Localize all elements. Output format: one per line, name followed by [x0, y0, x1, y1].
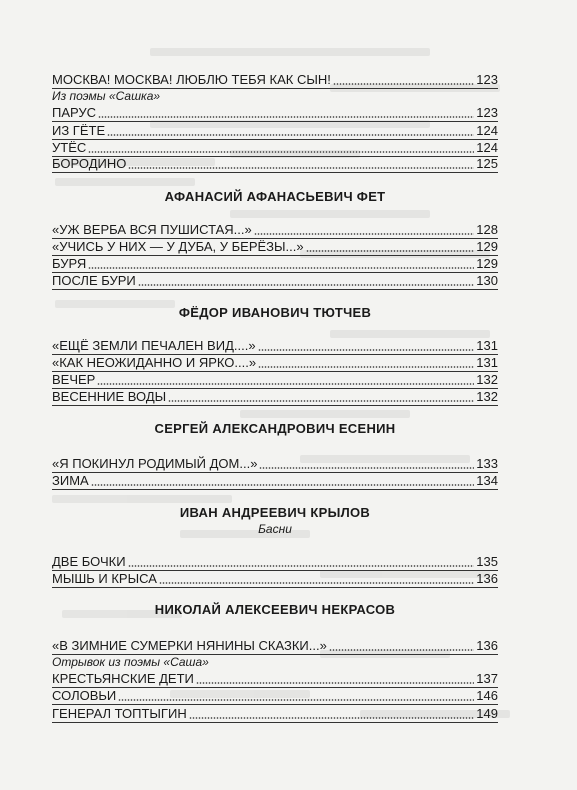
- entry-page: 137: [476, 671, 498, 686]
- dot-leader: [254, 233, 474, 235]
- entry-title: ДВЕ БОЧКИ: [52, 554, 126, 569]
- dot-leader: [168, 400, 474, 402]
- dot-leader: [258, 349, 474, 351]
- entry-title: «ЕЩЁ ЗЕМЛИ ПЕЧАЛЕН ВИД....»: [52, 338, 256, 353]
- entry-title: «УЖ ВЕРБА ВСЯ ПУШИСТАЯ...»: [52, 222, 252, 237]
- toc-entry[interactable]: [52, 71, 498, 89]
- entry-title: УТЁС: [52, 140, 87, 155]
- entry-page: 135: [476, 554, 498, 569]
- toc-entry[interactable]: [52, 155, 498, 173]
- entry-title: ЗИМА: [52, 473, 89, 488]
- dot-leader: [88, 151, 474, 153]
- entry-page: 131: [476, 338, 498, 353]
- section-subtitle: Басни: [258, 522, 292, 536]
- entry-title: БУРЯ: [52, 256, 87, 271]
- toc-entry[interactable]: [52, 687, 498, 705]
- entry-title: ПОСЛЕ БУРИ: [52, 273, 136, 288]
- entry-page: 149: [476, 706, 498, 721]
- dot-leader: [91, 484, 474, 486]
- dot-leader: [189, 717, 474, 719]
- entry-title: «КАК НЕОЖИДАННО И ЯРКО....»: [52, 355, 257, 370]
- dot-leader: [118, 699, 474, 701]
- toc-entry[interactable]: [52, 122, 498, 140]
- author-heading: ФЁДОР ИВАНОВИЧ ТЮТЧЕВ: [178, 305, 372, 320]
- entry-page: 134: [476, 473, 498, 488]
- dot-leader: [97, 383, 474, 385]
- dot-leader: [333, 83, 474, 85]
- author-heading: ИВАН АНДРЕЕВИЧ КРЫЛОВ: [179, 505, 371, 520]
- source-note: Из поэмы «Сашка»: [52, 89, 161, 103]
- author-heading: НИКОЛАЙ АЛЕКСЕЕВИЧ НЕКРАСОВ: [154, 602, 396, 617]
- toc-entry[interactable]: [52, 354, 498, 372]
- dot-leader: [258, 366, 474, 368]
- entry-title: «В ЗИМНИЕ СУМЕРКИ НЯНИНЫ СКАЗКИ...»: [52, 638, 327, 653]
- entry-page: 132: [476, 372, 498, 387]
- toc-entry[interactable]: [52, 221, 498, 239]
- entry-title: ГЕНЕРАЛ ТОПТЫГИН: [52, 706, 187, 721]
- entry-title: КРЕСТЬЯНСКИЕ ДЕТИ: [52, 671, 194, 686]
- author-heading: АФАНАСИЙ АФАНАСЬЕВИЧ ФЕТ: [164, 189, 386, 204]
- entry-page: 123: [476, 72, 498, 87]
- dot-leader: [159, 582, 474, 584]
- entry-page: 132: [476, 389, 498, 404]
- toc-entry[interactable]: [52, 371, 498, 389]
- toc-entry[interactable]: [52, 255, 498, 273]
- dot-leader: [128, 167, 474, 169]
- entry-page: 146: [476, 688, 498, 703]
- entry-title: МЫШЬ И КРЫСА: [52, 571, 157, 586]
- entry-title: ВЕЧЕР: [52, 372, 96, 387]
- entry-title: БОРОДИНО: [52, 156, 127, 171]
- toc-entry[interactable]: [52, 238, 498, 256]
- toc-entry[interactable]: [52, 705, 498, 723]
- toc-entry[interactable]: [52, 272, 498, 290]
- entry-page: 128: [476, 222, 498, 237]
- entry-page: 125: [476, 156, 498, 171]
- dot-leader: [88, 267, 474, 269]
- entry-title: «Я ПОКИНУЛ РОДИМЫЙ ДОМ...»: [52, 456, 258, 471]
- entry-page: 136: [476, 638, 498, 653]
- dot-leader: [329, 649, 474, 651]
- entry-title: МОСКВА! МОСКВА! ЛЮБЛЮ ТЕБЯ КАК СЫН!: [52, 72, 331, 87]
- entry-page: 136: [476, 571, 498, 586]
- author-heading: СЕРГЕЙ АЛЕКСАНДРОВИЧ ЕСЕНИН: [154, 421, 396, 436]
- entry-title: ПАРУС: [52, 105, 97, 120]
- entry-page: 133: [476, 456, 498, 471]
- entry-title: ИЗ ГЁТЕ: [52, 123, 106, 138]
- dot-leader: [138, 284, 474, 286]
- toc-entry[interactable]: [52, 388, 498, 406]
- toc-entry[interactable]: [52, 553, 498, 571]
- entry-title: СОЛОВЬИ: [52, 688, 117, 703]
- toc-entry[interactable]: [52, 570, 498, 588]
- toc-entry[interactable]: [52, 670, 498, 688]
- toc-entry[interactable]: [52, 337, 498, 355]
- dot-leader: [259, 467, 474, 469]
- entry-page: 131: [476, 355, 498, 370]
- dot-leader: [128, 565, 474, 567]
- dot-leader: [196, 682, 474, 684]
- entry-page: 124: [476, 123, 498, 138]
- toc-entry[interactable]: [52, 472, 498, 490]
- toc-entry[interactable]: [52, 455, 498, 473]
- dot-leader: [306, 250, 474, 252]
- toc-entry[interactable]: [52, 637, 498, 655]
- dot-leader: [107, 134, 474, 136]
- dot-leader: [98, 116, 474, 118]
- entry-title: ВЕСЕННИЕ ВОДЫ: [52, 389, 167, 404]
- entry-page: 124: [476, 140, 498, 155]
- entry-page: 123: [476, 105, 498, 120]
- toc-entry[interactable]: [52, 104, 498, 122]
- entry-page: 129: [476, 256, 498, 271]
- entry-page: 129: [476, 239, 498, 254]
- entry-title: «УЧИСЬ У НИХ — У ДУБА, У БЕРЁЗЫ...»: [52, 239, 304, 254]
- entry-page: 130: [476, 273, 498, 288]
- source-note: Отрывок из поэмы «Саша»: [52, 655, 209, 669]
